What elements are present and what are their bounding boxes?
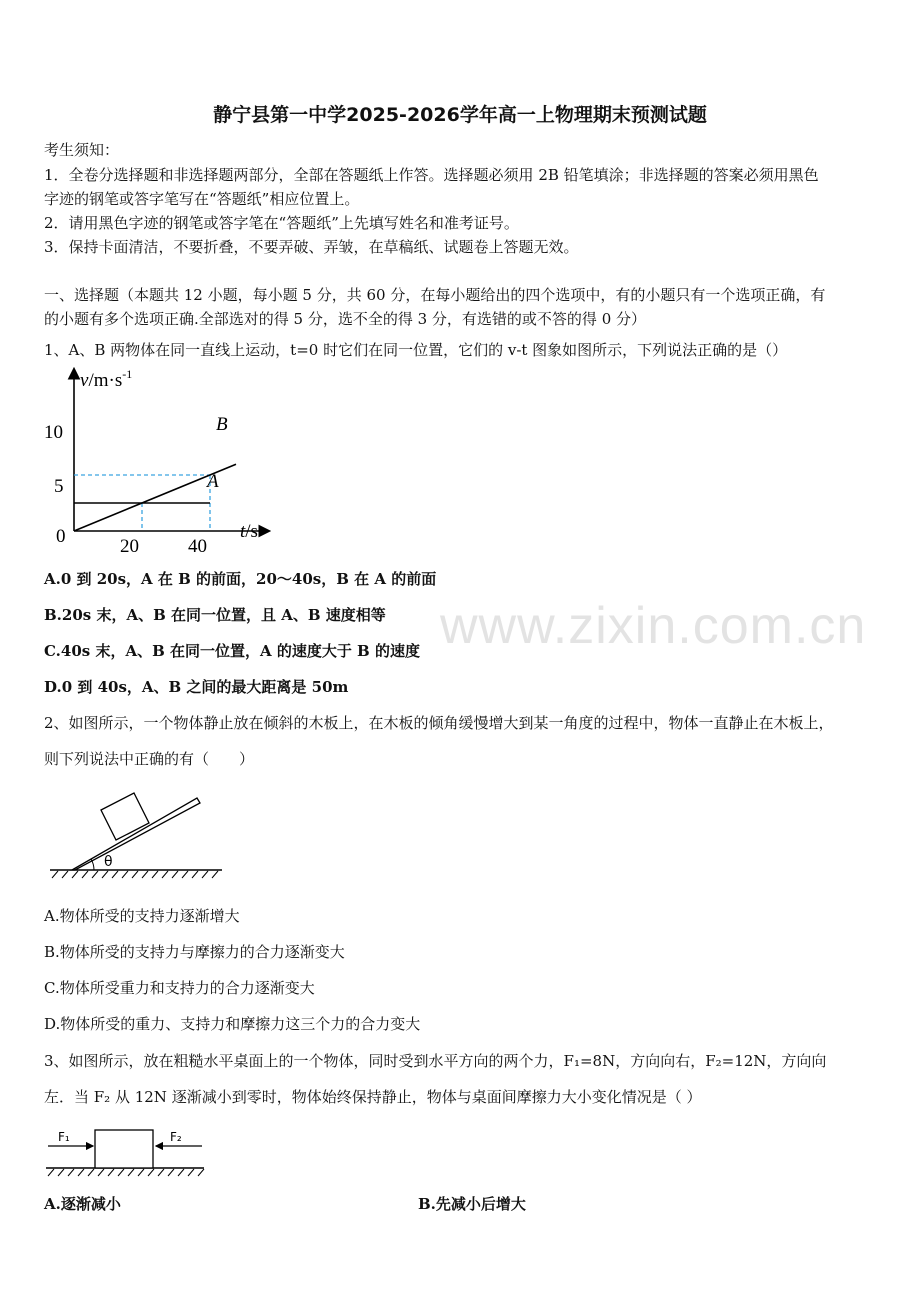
object-block: [95, 1130, 153, 1168]
q3-option-b[interactable]: B.先减小后增大: [418, 1195, 526, 1213]
notice-line-1a: 1．全卷分选择题和非选择题两部分，全部在答题纸上作答。选择题必须用 2B 铅笔填涂；非选择题的答案必须用黑色: [44, 166, 819, 184]
x-axis-label: t/s: [240, 521, 258, 542]
q3-stem-1: 3、如图所示，放在粗糙水平桌面上的一个物体，同时受到水平方向的两个力，F₁=8N，方向向右，F₂=12N，方向向: [44, 1052, 827, 1070]
y-tick-10: 10: [44, 422, 63, 443]
q3-stem-2: 左．当 F₂ 从 12N 逐渐减小到零时，物体始终保持静止，物体与桌面间摩擦力大小变化情况是（ ）: [44, 1088, 702, 1106]
q1-option-b[interactable]: B.20s 末，A、B 在同一位置，且 A、B 速度相等: [44, 606, 386, 624]
ground-hatching: [52, 871, 218, 878]
q2-stem-2: 则下列说法中正确的有（ ）: [44, 750, 255, 768]
notice-line-2: 2．请用黑色字迹的钢笔或答字笔在“答题纸”上先填写姓名和准考证号。: [44, 214, 519, 232]
section-line-1: 一、选择题（本题共 12 小题，每小题 5 分，共 60 分，在每小题给出的四个选项中，有的小题只有一个选项正确，有: [44, 286, 826, 304]
page-title: 静宁县第一中学2025-2026学年高一上物理期末预测试题: [213, 104, 707, 126]
section-line-2: 的小题有多个选项正确.全部选对的得 5 分，选不全的得 3 分，有选错的或不答的得 0 分）: [44, 310, 647, 328]
series-b-label: B: [216, 414, 228, 435]
q2-stem-1: 2、如图所示，一个物体静止放在倾斜的木板上，在木板的倾角缓慢增大到某一角度的过程中，物体一直静止在木板上，: [44, 714, 834, 732]
q2-option-c[interactable]: C.物体所受重力和支持力的合力逐渐变大: [44, 979, 315, 997]
q1-option-d[interactable]: D.0 到 40s，A、B 之间的最大距离是 50m: [44, 678, 349, 696]
q1-stem: 1、A、B 两物体在同一直线上运动，t=0 时它们在同一位置，它们的 v-t 图象如图所示，下列说法正确的是（）: [44, 341, 788, 359]
x-tick-20: 20: [120, 536, 139, 557]
series-a-label: A: [207, 471, 219, 492]
notice-header: 考生须知：: [44, 141, 120, 159]
f1-label: F₁: [58, 1130, 70, 1144]
q1-option-a[interactable]: A.0 到 20s，A 在 B 的前面，20～40s，B 在 A 的前面: [44, 570, 437, 588]
q1-vt-graph: [40, 364, 290, 564]
x-tick-40: 40: [188, 536, 207, 557]
angle-label: θ: [104, 854, 113, 870]
notice-line-1b: 字迹的钢笔或答字笔写在“答题纸”相应位置上。: [44, 190, 360, 208]
q2-option-d[interactable]: D.物体所受的重力、支持力和摩擦力这三个力的合力变大: [44, 1015, 421, 1033]
q3-force-figure: [44, 1126, 208, 1182]
q2-incline-figure: [44, 786, 230, 886]
y-tick-5: 5: [54, 476, 64, 497]
q1-option-c[interactable]: C.40s 末，A、B 在同一位置，A 的速度大于 B 的速度: [44, 642, 420, 660]
table-hatching: [48, 1169, 204, 1176]
notice-line-3: 3．保持卡面清洁，不要折叠，不要弄破、弄皱，在草稿纸、试题卷上答题无效。: [44, 238, 579, 256]
f2-label: F₂: [170, 1130, 182, 1144]
origin-label: 0: [56, 526, 66, 547]
q3-option-a[interactable]: A.逐渐减小: [44, 1195, 121, 1213]
q2-option-a[interactable]: A.物体所受的支持力逐渐增大: [44, 907, 240, 925]
watermark: www.zixin.com.cn: [440, 597, 867, 655]
q2-option-b[interactable]: B.物体所受的支持力与摩擦力的合力逐渐变大: [44, 943, 345, 961]
y-axis-label: $v/m\cdot s^{-1}$: [80, 367, 133, 391]
